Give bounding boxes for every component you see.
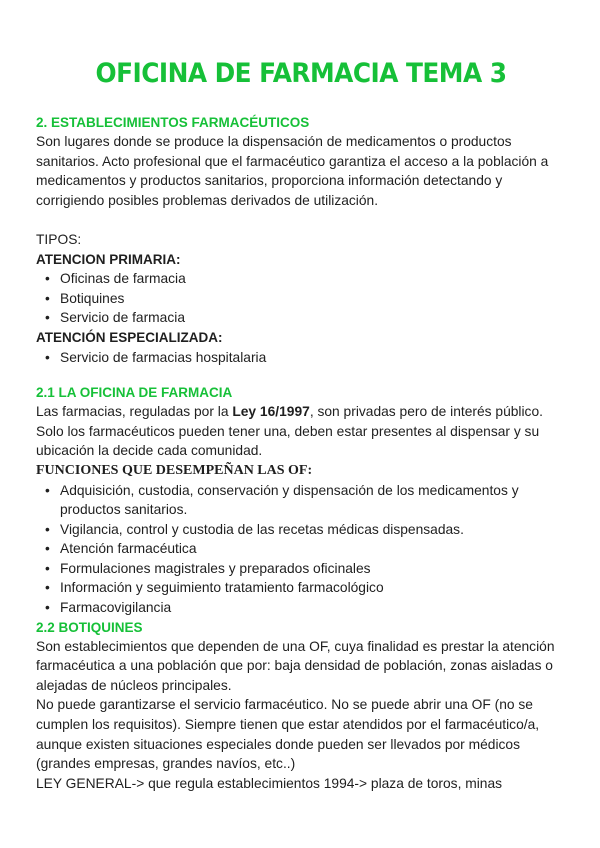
bullet-icon: • <box>45 580 50 596</box>
list-item: • Farmacovigilancia <box>60 598 566 618</box>
list-item: • Oficinas de farmacia <box>60 269 566 289</box>
paragraph-establecimientos: Son lugares donde se produce la dispensación de medicamentos o productos sanitarios. Acto profesional que el farmacéutico garantiza el acceso a la población a medicamentos y productos sanitarios, proporciona información detectando y corrigiendo posibles problemas derivados de utilización. <box>36 134 549 208</box>
bullet-icon: • <box>45 521 50 537</box>
list-item: • Formulaciones magistrales y preparados oficinales <box>60 559 566 579</box>
list-item: • Servicio de farmacias hospitalaria <box>60 348 566 368</box>
list-item: • Atención farmacéutica <box>60 539 566 559</box>
atencion-primaria-list <box>36 269 566 328</box>
atencion-especializada-label: ATENCIÓN ESPECIALIZADA: <box>36 329 223 345</box>
list-item: • Información y seguimiento tratamiento farmacológico <box>60 578 566 598</box>
list-item: • Vigilancia, control y custodia de las recetas médicas dispensadas. <box>60 520 566 540</box>
document-page <box>36 58 566 793</box>
paragraph-botiquines-3: LEY GENERAL-> que regula establecimientos 1994-> plaza de toros, minas <box>36 775 503 791</box>
funciones-list <box>36 481 566 618</box>
bullet-icon: • <box>45 290 50 306</box>
paragraph-botiquines-2: No puede garantizarse el servicio farmacéutico. No se puede abrir una OF (no se cumplen los requisitos). Siempre tienen que estar atendidos por el farmacéutico/a, aunque existen situaciones especiales donde pueden ser llevados por médicos (grandes empresas, grandes navíos, etc..) <box>36 697 540 772</box>
paragraph-oficina-farmacia: Las farmacias, reguladas por la Ley 16/1997, son privadas pero de interés público. Solo los farmacéuticos pueden tener una, deben estar presentes al dispensar y su ubicación la decide cada comunidad. <box>36 404 543 459</box>
section-heading-oficina-farmacia: 2.1 LA OFICINA DE FARMACIA <box>36 385 233 401</box>
section-heading-establecimientos: 2. ESTABLECIMIENTOS FARMACÉUTICOS <box>36 115 310 130</box>
bullet-icon: • <box>45 310 50 326</box>
atencion-especializada-list <box>36 348 566 368</box>
bullet-icon: • <box>45 600 50 616</box>
bullet-icon: • <box>45 541 50 557</box>
law-reference: Ley 16/1997 <box>232 404 310 420</box>
list-item: • Servicio de farmacia <box>60 308 566 328</box>
bullet-icon: • <box>45 560 50 576</box>
paragraph-botiquines-1: Son establecimientos que dependen de una OF, cuya finalidad es prestar la atención farmacéutica a una población que por: baja densidad de población, zonas aisladas o alejadas de núcleos principales. <box>36 638 555 693</box>
section-heading-botiquines: 2.2 BOTIQUINES <box>36 619 143 635</box>
list-item: • Adquisición, custodia, conservación y dispensación de los medicamentos y productos sanitarios. <box>45 482 519 518</box>
list-item: • Botiquines <box>60 289 566 309</box>
bullet-icon: • <box>45 271 50 287</box>
bullet-icon: • <box>45 482 50 498</box>
page-title: OFICINA DE FARMACIA TEMA 3 <box>95 58 507 89</box>
atencion-primaria-label: ATENCION PRIMARIA: <box>36 251 181 267</box>
funciones-label: FUNCIONES QUE DESEMPEÑAN LAS OF: <box>36 462 313 478</box>
tipos-label: TIPOS: <box>36 231 82 247</box>
spacer <box>36 210 566 230</box>
bullet-icon: • <box>45 349 50 365</box>
